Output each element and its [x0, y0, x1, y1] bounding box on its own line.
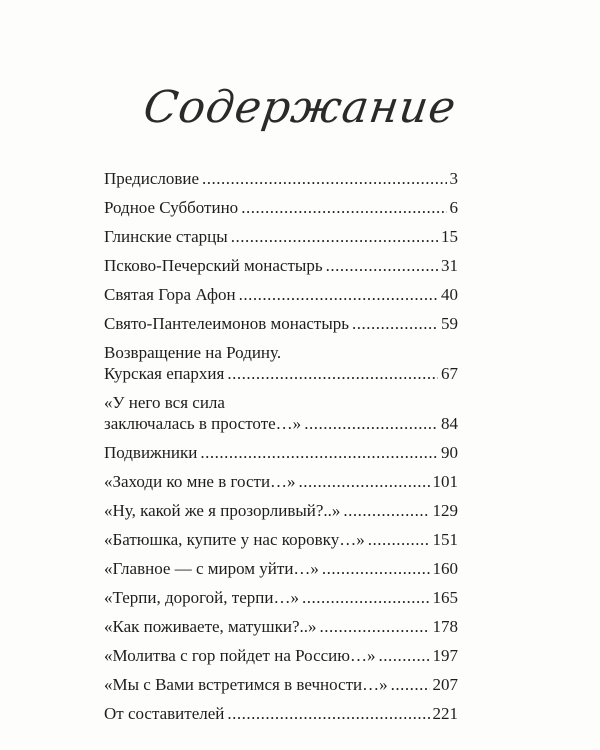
toc-entry-row	[104, 674, 458, 695]
dot-leader	[391, 674, 430, 695]
toc-entry[interactable]	[104, 587, 458, 608]
toc-entry-row	[104, 197, 458, 218]
toc-entry-page-number: 3	[449, 169, 458, 188]
toc-entry-row	[104, 442, 458, 463]
toc-entry-title: Святая Гора Афон	[104, 285, 236, 304]
toc-entry-row	[104, 616, 458, 637]
toc-entry-page-number: 165	[432, 588, 458, 607]
dot-leader	[378, 645, 429, 666]
toc-entry-title: От составителей	[104, 704, 225, 723]
toc-entry-title: Глинские старцы	[104, 227, 228, 246]
toc-entry[interactable]	[104, 500, 458, 521]
toc-entry[interactable]	[104, 645, 458, 666]
toc-entry-title: Курская епархия	[104, 364, 225, 383]
dot-leader	[299, 471, 430, 492]
toc-entry-page-number: 67	[441, 364, 458, 383]
toc-entry-row	[104, 471, 458, 492]
toc-entry[interactable]	[104, 703, 458, 724]
dot-leader	[320, 616, 430, 637]
toc-entry-row	[104, 413, 458, 434]
toc-entry-title: Предисловие	[104, 169, 200, 188]
toc-entry-page-number: 59	[441, 314, 458, 333]
toc-entry-title: заключалась в простоте…»	[104, 414, 302, 433]
toc-entry-row	[104, 587, 458, 608]
toc-entry-title: «Главное — с миром уйти…»	[104, 559, 319, 578]
toc-entry[interactable]	[104, 442, 458, 463]
toc-entry[interactable]	[104, 392, 458, 434]
toc-entry-title: «Терпи, дорогой, терпи…»	[104, 588, 299, 607]
toc-entry[interactable]	[104, 342, 458, 384]
toc-entry-row	[104, 363, 458, 384]
dot-leader	[202, 168, 446, 189]
toc-entry-title: Подвижники	[104, 443, 198, 462]
toc-entry-page-number: 207	[432, 675, 458, 694]
toc-entry[interactable]	[104, 313, 458, 334]
toc-entry-page-number: 6	[449, 198, 458, 217]
toc-entry-page-number: 31	[441, 256, 458, 275]
toc-entry-page-number: 90	[441, 443, 458, 462]
toc-entry-title: Свято-Пантелеимонов монастырь	[104, 314, 350, 333]
toc-entry[interactable]	[104, 616, 458, 637]
toc-entry-row	[104, 168, 458, 189]
dot-leader	[322, 558, 430, 579]
toc-entry-row	[104, 255, 458, 276]
toc-entry-page-number: 40	[441, 285, 458, 304]
toc-entry-title: «Батюшка, купите у нас коровку…»	[104, 530, 365, 549]
dot-leader	[227, 703, 429, 724]
dot-leader	[302, 587, 430, 608]
toc-entry-title: «Мы с Вами встретимся в вечности…»	[104, 675, 388, 694]
toc-entry[interactable]	[104, 226, 458, 247]
toc-entry-row	[104, 529, 458, 550]
toc-entry-title-line: Возвращение на Родину.	[104, 343, 282, 362]
dot-leader	[239, 284, 438, 305]
toc-entry-title-line: «У него вся сила	[104, 393, 225, 412]
toc-entry-page-number: 129	[432, 501, 458, 520]
toc-entry-page-number: 221	[432, 704, 458, 723]
toc-entry[interactable]	[104, 284, 458, 305]
toc-entry-row	[104, 703, 458, 724]
toc-entry[interactable]	[104, 674, 458, 695]
toc-entry-row	[104, 500, 458, 521]
toc-entry-title: «Ну, какой же я прозорливый?..»	[104, 501, 341, 520]
toc-entry-page-number: 178	[432, 617, 458, 636]
toc-entry-title: Псково-Печерский монастырь	[104, 256, 323, 275]
toc-entry[interactable]	[104, 529, 458, 550]
toc-entry-row	[104, 284, 458, 305]
toc-entry-page-number: 101	[432, 472, 458, 491]
toc-entry-row	[104, 226, 458, 247]
toc-entry[interactable]	[104, 197, 458, 218]
toc-entry[interactable]	[104, 168, 458, 189]
toc-entry-title: «Как поживаете, матушки?..»	[104, 617, 317, 636]
dot-leader	[231, 226, 438, 247]
toc-entry-row	[104, 558, 458, 579]
dot-leader	[241, 197, 446, 218]
dot-leader	[343, 500, 429, 521]
toc-entry-row	[104, 645, 458, 666]
toc-entry[interactable]	[104, 255, 458, 276]
page-title: Содержание	[140, 82, 460, 133]
toc-entry-title: Родное Субботино	[104, 198, 239, 217]
dot-leader	[304, 413, 438, 434]
toc-entry-page-number: 151	[432, 530, 458, 549]
table-of-contents	[104, 168, 458, 724]
dot-leader	[227, 363, 438, 384]
toc-entry[interactable]	[104, 558, 458, 579]
toc-entry-page-number: 197	[432, 646, 458, 665]
dot-leader	[326, 255, 438, 276]
toc-entry-page-number: 160	[432, 559, 458, 578]
toc-entry-page-number: 84	[441, 414, 458, 433]
toc-entry-title: «Заходи ко мне в гости…»	[104, 472, 296, 491]
dot-leader	[368, 529, 430, 550]
toc-entry-page-number: 15	[441, 227, 458, 246]
dot-leader	[352, 313, 438, 334]
toc-entry-title: «Молитва с гор пойдет на Россию…»	[104, 646, 376, 665]
dot-leader	[200, 442, 438, 463]
toc-entry[interactable]	[104, 471, 458, 492]
toc-entry-row	[104, 313, 458, 334]
